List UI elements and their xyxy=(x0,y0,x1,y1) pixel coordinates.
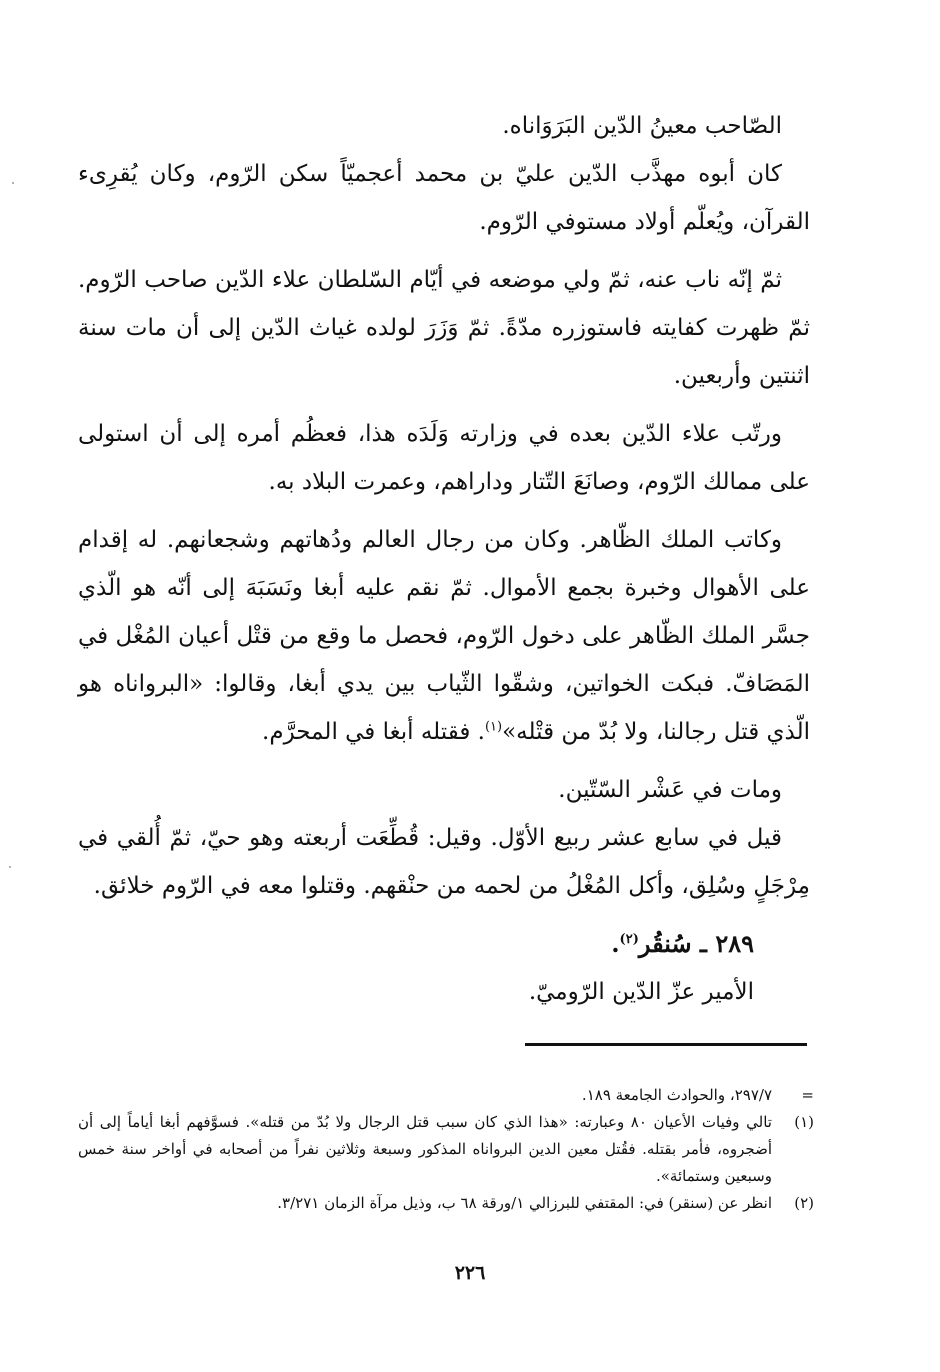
paragraph-5-text: وكاتب الملك الظّاهر. وكان من رجال العالم ودُهاتهم وشجعانهم. له إقدام على الأهوال وخبرة بجمع الأموال. ثمّ نقم عليه أبغا ونَسَبَهَ إلى أنّه هو الّذي جسَّر الملك الظّاهر على دخول الرّوم، فحصل ما وقع من قتْل أعيان المُغْل في المَصَافّ. فبكت الخواتين، وشقّوا الثّياب بين يدي أبغا، وقالوا: «البرواناه هو الّذي قتل رجالنا، ولا بُدّ من قتْله» xyxy=(78,527,810,745)
paragraph-4: ورتّب علاء الدّين بعده في وزارته وَلَدَه هذا، فعظُم أمره إلى أن استولى على ممالك الرّوم، وصانَعَ التّتار وداراهم، وعمرت البلاد به. xyxy=(78,421,810,495)
footnote-continued xyxy=(78,1082,814,1109)
footnote-text: انظر عن (سنقر) في: المقتفي للبرزالي ١/ورقة ٦٨ ب، وذيل مرآة الزمان ٣/٢٧١. xyxy=(277,1194,772,1212)
entry-heading-end: . xyxy=(611,929,620,958)
paragraph-5 xyxy=(78,516,810,756)
footnote-1 xyxy=(78,1109,814,1190)
footnote-ref-2: (٢) xyxy=(619,932,639,947)
footnote-text: تالي وفيات الأعيان ٨٠ وعبارته: «هذا الذي كان سبب قتل الرجال ولا بُدّ من قتله». فسوَّفهم أبغا أياماً إلى أن أضجروه، فأمر بقتله. فقُتل معين الدين البرواناه المذكور وسبعة وثلاثين نفراً من أصحابه في أواخر سنة خمس وسبعين وستمائة». xyxy=(78,1113,772,1185)
paragraph-3: ثمّ إنّه ناب عنه، ثمّ ولي موضعه في أيّام السّلطان علاء الدّين صاحب الرّوم. ثمّ ظهرت كفايته فاستوزره مدّةً. ثمّ وَزَرَ لولده غياث الدّين إلى أن مات سنة اثنتين وأربعين. xyxy=(78,267,810,389)
paragraph-7: قيل في سابع عشر ربيع الأوّل. وقيل: قُطِّعَت أربعته وهو حيّ، ثمّ أُلقي في مِرْجَلٍ وسُلِق، وأكل المُغْلُ من لحمه من حنْقهم. وقتلوا معه في الرّوم خلائق. xyxy=(78,825,810,899)
scan-speck xyxy=(12,182,14,184)
footnote-2 xyxy=(78,1190,814,1217)
footnote-separator xyxy=(525,1043,807,1046)
scan-speck xyxy=(9,866,11,868)
entry-heading xyxy=(78,920,810,968)
footnote-mark: (١) xyxy=(794,1113,814,1131)
paragraph-5-end: . فقتله أبغا في المحرَّم. xyxy=(262,719,485,745)
footnotes xyxy=(78,1082,814,1217)
footnote-mark: (٢) xyxy=(794,1194,814,1212)
main-text xyxy=(78,102,810,1016)
paragraph-1: الصّاحب معينُ الدّين البَرَوَاناه. xyxy=(502,113,782,139)
entry-subtitle: الأمير عزّ الدّين الرّوميّ. xyxy=(528,979,754,1005)
footnote-text: ٢٩٧/٧، والحوادث الجامعة ١٨٩. xyxy=(581,1086,772,1104)
page-number: ٢٢٦ xyxy=(454,1262,486,1284)
footnote-ref-1: (١) xyxy=(484,719,503,735)
paragraph-2: كان أبوه مهذَّب الدّين عليّ بن محمد أعجميّاً سكن الرّوم، وكان يُقرِىء القرآن، ويُعلّم أولاد مستوفي الرّوم. xyxy=(78,161,810,235)
paragraph-6: ومات في عَشْر السّتّين. xyxy=(558,777,782,803)
footnote-mark: = xyxy=(801,1086,814,1104)
entry-heading-text: ٢٨٩ ـ سُنقُر xyxy=(638,929,754,958)
